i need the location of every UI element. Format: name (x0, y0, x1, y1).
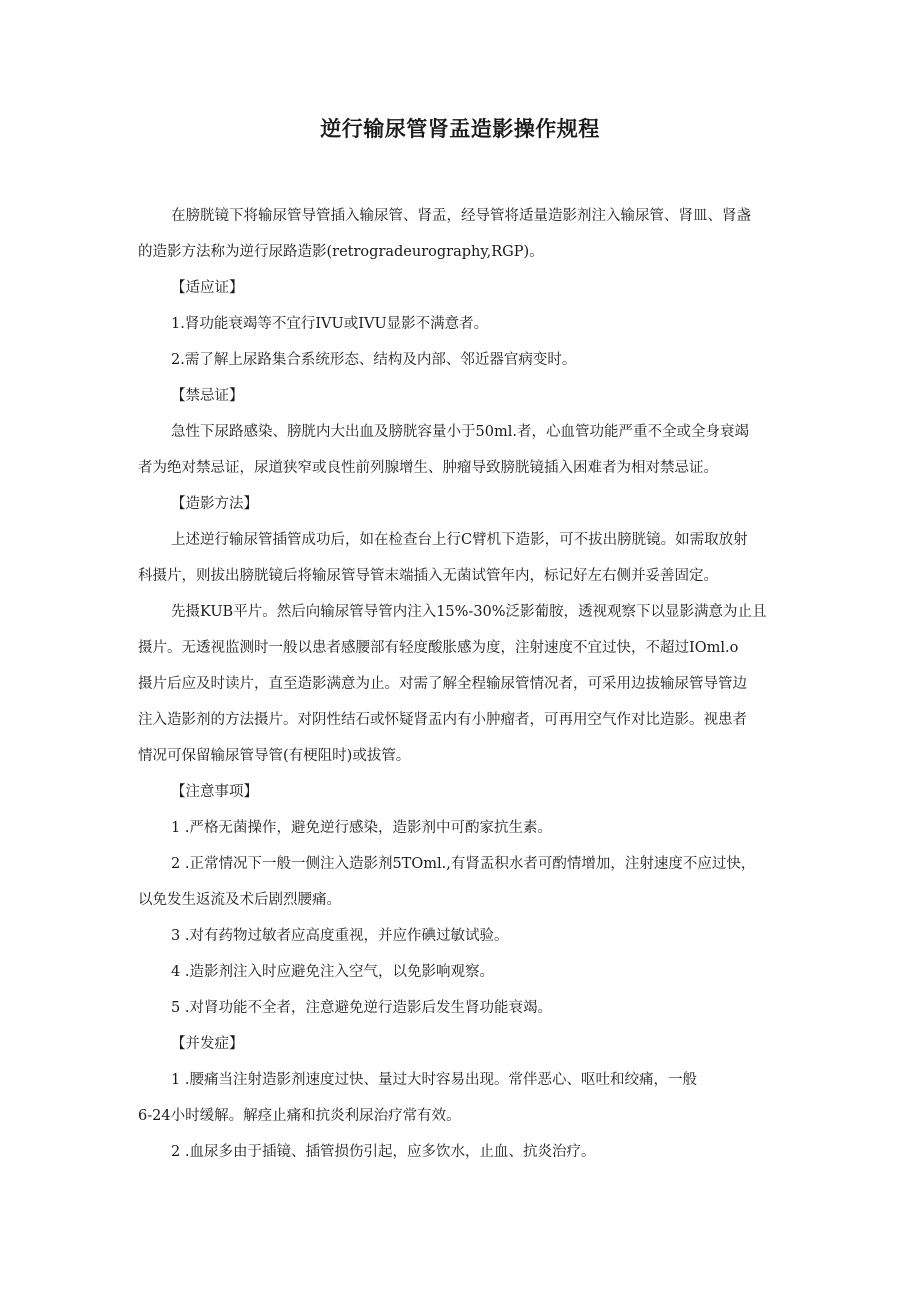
method-para1-line-2: 科摄片，则拔出膀胱镜后将输尿管导管末端插入无菌试管年内，标记好左右侧并妥善固定。 (138, 568, 718, 584)
contraindication-line-2: 者为绝对禁忌证，尿道狭窄或良性前列腺增生、肿瘤导致膀胱镜插入困难者为相对禁忌证。 (138, 460, 718, 476)
method-para2-line-4: 注入造影剂的方法摄片。对阴性结石或怀疑肾盂内有小肿瘤者，可再用空气作对比造影。视患者 (138, 712, 747, 728)
section-heading-indications: 【适应证】 (171, 280, 244, 296)
indication-item-2: 2.需了解上尿路集合系统形态、结构及内部、邻近器官病变时。 (171, 352, 577, 368)
precaution-item-4: 4 .造影剂注入时应避免注入空气，以免影响观察。 (171, 964, 494, 980)
method-para2-line-3: 摄片后应及时读片，直至造影满意为止。对需了解全程输尿管情况者，可采用边拔输尿管导管边 (138, 676, 747, 692)
precaution-item-2-line-1: 2 .正常情况下一般一侧注入造影剂5TOml.,有肾盂积水者可酌情增加，注射速度不应过快， (171, 856, 756, 872)
intro-line-2: 的造影方法称为逆行尿路造影(retrogradeurography,RGP)。 (138, 244, 544, 260)
document-body (138, 198, 790, 1170)
indication-item-1: 1.肾功能衰竭等不宜行IVU或IVU显影不满意者。 (171, 316, 489, 332)
document-title: 逆行输尿管肾盂造影操作规程 (320, 117, 600, 141)
complication-item-1-line-2: 6-24小时缓解。解痉止痛和抗炎利尿治疗常有效。 (138, 1108, 461, 1124)
section-heading-contraindications: 【禁忌证】 (171, 388, 244, 404)
section-heading-precautions: 【注意事项】 (171, 784, 258, 800)
contraindication-line-1: 急性下尿路感染、膀胱内大出血及膀胱容量小于50ml.者，心血管功能严重不全或全身衰竭 (171, 424, 749, 440)
method-para2-line-5: 情况可保留输尿管导管(有梗阻时)或拔管。 (138, 748, 411, 764)
section-heading-method: 【造影方法】 (171, 496, 258, 512)
precaution-item-5: 5 .对肾功能不全者，注意避免逆行造影后发生肾功能衰竭。 (171, 1000, 552, 1016)
section-heading-complications: 【并发症】 (171, 1036, 244, 1052)
intro-line-1: 在膀胱镜下将输尿管导管插入输尿管、肾盂，经导管将适量造影剂注入输尿管、肾皿、肾盏 (171, 208, 751, 224)
complication-item-2: 2 .血尿多由于插镜、插管损伤引起，应多饮水，止血、抗炎治疗。 (171, 1144, 596, 1160)
method-para1-line-1: 上述逆行输尿管插管成功后，如在检查台上行C臂机下造影，可不拔出膀胱镜。如需取放射 (171, 532, 748, 548)
complication-item-1-line-1: 1 .腰痛当注射造影剂速度过快、量过大时容易出现。常伴恶心、呕吐和绞痛，一般 (171, 1072, 697, 1088)
method-para2-line-1: 先摄KUB平片。然后向输尿管导管内注入15%-30%泛影葡胺，透视观察下以显影满意为止且 (171, 604, 767, 620)
precaution-item-3: 3 .对有药物过敏者应高度重视，并应作碘过敏试验。 (171, 928, 509, 944)
precaution-item-2-line-2: 以免发生返流及术后剧烈腰痛。 (138, 892, 341, 908)
method-para2-line-2: 摄片。无透视监测时一般以患者感腰部有轻度酸胀感为度，注射速度不宜过快，不超过IOml.o (138, 640, 739, 656)
precaution-item-1: 1 .严格无菌操作，避免逆行感染，造影剂中可酌家抗生素。 (171, 820, 552, 836)
